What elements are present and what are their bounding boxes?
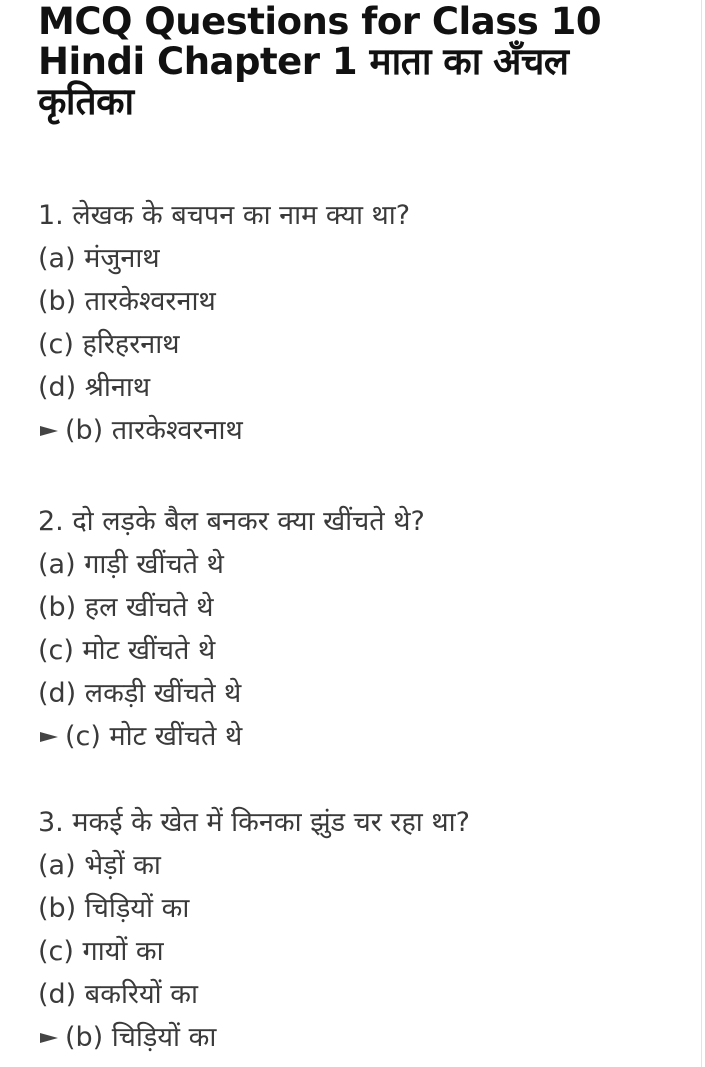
option-a: (a) भेड़ों का: [38, 850, 161, 881]
option-d: (d) लकड़ी खींचते थे: [38, 678, 242, 709]
answer-text: (b) चिड़ियों का: [65, 1022, 217, 1053]
title-line-1: MCQ Questions for Class 10: [38, 0, 602, 43]
option-d: (d) श्रीनाथ: [38, 372, 151, 403]
triangle-right-icon: [40, 732, 58, 742]
page-title: [38, 2, 678, 122]
option-c: (c) मोट खींचते थे: [38, 635, 216, 666]
question-text: 1. लेखक के बचपन का नाम क्या था?: [38, 200, 411, 231]
option-b: (b) तारकेश्वरनाथ: [38, 286, 216, 317]
answer-line: [38, 409, 678, 452]
question-block-2: [38, 500, 678, 758]
answer-line: [38, 715, 678, 758]
answer-text: (c) मोट खींचते थे: [65, 721, 243, 752]
option-d: (d) बकरियों का: [38, 979, 198, 1010]
title-line-3: कृतिका: [38, 80, 134, 123]
option-a: (a) गाड़ी खींचते थे: [38, 549, 224, 580]
question-block-3: [38, 801, 678, 1059]
triangle-right-icon: [40, 1033, 58, 1043]
option-b: (b) हल खींचते थे: [38, 592, 214, 623]
option-a: (a) मंजुनाथ: [38, 243, 160, 274]
option-b: (b) चिड़ियों का: [38, 893, 190, 924]
question-block-1: [38, 194, 678, 452]
answer-text: (b) तारकेश्वरनाथ: [65, 415, 243, 446]
option-c: (c) हरिहरनाथ: [38, 329, 180, 360]
answer-line: [38, 1016, 678, 1059]
question-text: 3. मकई के खेत में किनका झुंड चर रहा था?: [38, 807, 470, 838]
question-text: 2. दो लड़के बैल बनकर क्या खींचते थे?: [38, 506, 425, 537]
triangle-right-icon: [40, 426, 58, 436]
title-line-2: Hindi Chapter 1 माता का अँचल: [38, 40, 569, 83]
option-c: (c) गायों का: [38, 936, 164, 967]
